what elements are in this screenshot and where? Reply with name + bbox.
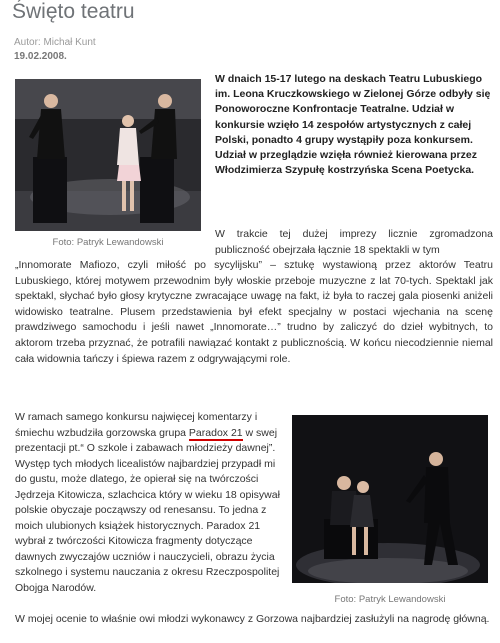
article-date: 19.02.2008. [14,51,67,62]
article-lead: W dnaich 15-17 lutego na deskach Teatru Lubuskiego im. Leona Kruczkowskiego w Zielonej Górze odbyły się Ponoworoczne Konfrontacje Teatralne. Udział w konkursie wzięło 14 zespołów artystycznych z całej Polski, ponadto 4 grupy wystąpiły poza konkursem. Udział w przeglądzie wzięła również kierowana przez Włodzimierza Szypułę kostrzyńska Scena Poetycka. [215,73,491,177]
theatre-photo-1 [15,79,201,231]
article-paragraph-2-start: W trakcie tej dużej imprezy licznie zgromadzona publiczność obejrzała łącznie 18 spektakli w tym [215,228,493,256]
article-title: Święto teatru [12,0,135,23]
photo-caption-1: Foto: Patryk Lewandowski [52,237,164,248]
theatre-photo-2 [292,415,488,583]
photo-caption-2: Foto: Patryk Lewandowski [334,594,446,605]
paradox21-link[interactable]: Paradox 21 [188,426,243,439]
article-author: Autor: Michał Kunt [14,37,96,48]
theatre-photo-2-image [292,415,488,583]
paragraph-3-text-a: W ramach samego konkursu najwięcej komentarzy i śmiechu wzbudziła gorzowska grupa [15,411,258,439]
article-paragraph-3-tail: W mojej ocenie to właśnie owi młodzi wykonawcy z Gorzowa najbardziej zasłużyli na nagrodę główną. [15,613,490,625]
article-paragraph-2: „Innomorate Mafiozo, czyli miłość po sycylijsku” – sztukę wystawioną przez aktorów Teatru Lubuskiego, której motywem przewodnim były włoskie przeboje muzyczne z lat 70-tych. Spektakl jak spektakl, słychać było głosy krytyczne zwracające uwagę na fakt, iż była to raczej gala piosenki aniżeli widowisko teatralne. Plusem przedstawienia był efekt specjalny w postaci wjechania na scenę prawdziwego samochodu i jeśli nawet „Innomorate…” trudno by zaliczyć do dzieł wybitnych, to aktorom trzeba przyznać, że potrafili nawiązać kontakt z publicznością. W końcu niecodziennie niemal cała widownia tańczy i śpiewa razem z odgrywającymi role. [15,259,493,365]
theatre-photo-1-image [15,79,201,231]
paragraph-3-text-b: w swej prezentacji pt.“ O szkole i zabawach młodzieży dawnej”. Występ tych młodych licealistów najbardziej przypadł mi do gustu, może dlatego, że opierał się na twórczości Jędrzeja Kitowicza, szlachcica który w wieku 18 opisywał polskie obyczaje począwszy od renesansu. To jedna z moich ulubionych książek historycznych. Paradox 21 wybrał z twórczości Kitowicza fragmenty dotyczące dawnych zwyczajów uczniów i nauczycieli, obrazu życia szkolnego i systemu nauczania z okresu Rzeczpospolitej Obojga Narodów. [15,426,280,594]
article-paragraph-3 [15,410,283,596]
